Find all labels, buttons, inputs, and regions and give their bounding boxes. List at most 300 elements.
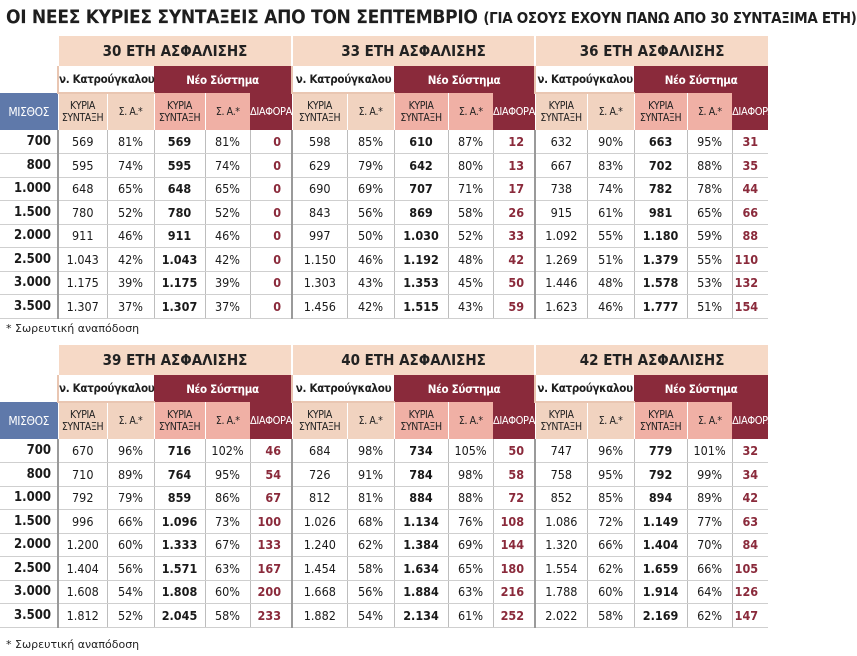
new-pension-cell: 779 — [634, 439, 687, 463]
difference-header: ΔΙΑΦΟΡΑ — [250, 93, 292, 130]
old-rate-cell: 60% — [107, 533, 154, 557]
old-pension-cell: 598 — [292, 130, 347, 154]
new-rate-cell: 80% — [448, 154, 493, 178]
new-pension-cell: 1.134 — [394, 510, 448, 534]
main-pension-header-line2: ΣΥΝΤΑΞΗ — [400, 111, 442, 124]
difference-cell: 58 — [493, 463, 535, 487]
old-rate-cell: 69% — [347, 177, 394, 201]
column-header-row — [0, 402, 768, 439]
old-pension-cell: 1.043 — [58, 248, 107, 272]
old-pension-cell: 670 — [58, 439, 107, 463]
old-rate-cell: 89% — [107, 463, 154, 487]
difference-cell: 0 — [250, 177, 292, 201]
old-pension-cell: 996 — [58, 510, 107, 534]
main-pension-header — [292, 402, 347, 439]
new-rate-cell: 51% — [687, 295, 732, 319]
table-row — [0, 439, 768, 463]
old-rate-cell: 74% — [587, 177, 634, 201]
difference-cell: 66 — [732, 201, 768, 225]
old-rate-cell: 91% — [347, 463, 394, 487]
difference-cell: 0 — [250, 224, 292, 248]
group-title-row — [0, 36, 768, 66]
table-row — [0, 510, 768, 534]
replacement-rate-header: Σ. Α.* — [107, 402, 154, 439]
old-rate-cell: 62% — [587, 557, 634, 581]
old-rate-cell: 85% — [587, 486, 634, 510]
new-pension-cell: 1.192 — [394, 248, 448, 272]
old-rate-cell: 54% — [107, 580, 154, 604]
main-pension-header-line1: ΚΥΡΙΑ — [70, 100, 95, 112]
new-rate-cell: 88% — [448, 486, 493, 510]
new-pension-cell: 1.180 — [634, 224, 687, 248]
new-pension-cell: 782 — [634, 177, 687, 201]
replacement-rate-header: Σ. Α.* — [107, 93, 154, 130]
old-rate-cell: 42% — [107, 248, 154, 272]
difference-cell: 0 — [250, 154, 292, 178]
table-row — [0, 271, 768, 295]
main-pension-header-line2: ΣΥΝΤΑΞΗ — [61, 421, 104, 433]
difference-cell: 154 — [732, 295, 768, 319]
difference-cell: 54 — [250, 463, 292, 487]
new-pension-cell: 1.353 — [394, 271, 448, 295]
new-rate-cell: 52% — [205, 201, 250, 225]
old-system-label: ν. Κατρούγκαλου — [58, 66, 154, 93]
group-title: 40 ΕΤΗ ΑΣΦΑΛΙΣΗΣ — [292, 345, 535, 375]
main-pension-header-line1: ΚΥΡΙΑ — [408, 99, 434, 112]
old-pension-cell: 1.240 — [292, 533, 347, 557]
old-pension-cell: 1.175 — [58, 271, 107, 295]
old-pension-cell: 1.788 — [535, 580, 587, 604]
difference-header: ΔΙΑΦΟΡΑ — [493, 93, 535, 130]
new-rate-cell: 95% — [687, 130, 732, 154]
new-rate-cell: 58% — [448, 201, 493, 225]
difference-cell: 133 — [250, 533, 292, 557]
old-rate-cell: 54% — [347, 604, 394, 628]
table-row — [0, 604, 768, 628]
old-pension-cell: 1.092 — [535, 224, 587, 248]
new-rate-cell: 63% — [448, 580, 493, 604]
new-rate-cell: 55% — [687, 248, 732, 272]
main-pension-header-line1: ΚΥΡΙΑ — [70, 409, 95, 421]
main-pension-header-line2: ΣΥΝΤΑΞΗ — [61, 112, 104, 124]
new-pension-cell: 716 — [154, 439, 205, 463]
column-header-row — [0, 93, 768, 130]
difference-cell: 105 — [732, 557, 768, 581]
salary-cell: 1.000 — [0, 486, 58, 510]
footnote-2: * Σωρευτική αναπόδοση — [6, 638, 140, 651]
old-rate-cell: 81% — [347, 486, 394, 510]
new-rate-cell: 37% — [205, 295, 250, 319]
salary-cell: 2.500 — [0, 248, 58, 272]
replacement-rate-header: Σ. Α.* — [587, 93, 634, 130]
new-rate-cell: 70% — [687, 533, 732, 557]
new-pension-cell: 1.030 — [394, 224, 448, 248]
salary-cell: 700 — [0, 130, 58, 154]
pension-table-1 — [0, 36, 775, 319]
old-rate-cell: 62% — [347, 533, 394, 557]
new-pension-cell: 1.914 — [634, 580, 687, 604]
old-rate-cell: 37% — [107, 295, 154, 319]
old-pension-cell: 632 — [535, 130, 587, 154]
table-row — [0, 295, 768, 319]
table-row — [0, 177, 768, 201]
old-system-label: ν. Κατρούγκαλου — [292, 375, 394, 402]
old-pension-cell: 1.623 — [535, 295, 587, 319]
new-rate-cell: 74% — [205, 154, 250, 178]
old-rate-cell: 58% — [347, 557, 394, 581]
difference-cell: 180 — [493, 557, 535, 581]
new-rate-cell: 64% — [687, 580, 732, 604]
difference-cell: 59 — [493, 295, 535, 319]
old-pension-cell: 738 — [535, 177, 587, 201]
old-rate-cell: 48% — [587, 271, 634, 295]
blank-cell — [0, 66, 58, 93]
main-pension-header — [58, 402, 107, 439]
difference-cell: 147 — [732, 604, 768, 628]
main-pension-header — [535, 93, 587, 130]
difference-cell: 0 — [250, 271, 292, 295]
difference-cell: 34 — [732, 463, 768, 487]
table-row — [0, 533, 768, 557]
new-rate-cell: 67% — [205, 533, 250, 557]
salary-cell: 800 — [0, 463, 58, 487]
new-rate-cell: 89% — [687, 486, 732, 510]
table-row — [0, 463, 768, 487]
main-pension-header-line2: ΣΥΝΤΑΞΗ — [158, 111, 201, 124]
main-pension-header-line2: ΣΥΝΤΑΞΗ — [639, 420, 682, 433]
replacement-rate-header: Σ. Α.* — [587, 402, 634, 439]
main-pension-header-line1: ΚΥΡΙΑ — [167, 408, 192, 421]
old-pension-cell: 1.269 — [535, 248, 587, 272]
main-pension-header — [535, 402, 587, 439]
old-pension-cell: 1.456 — [292, 295, 347, 319]
old-rate-cell: 50% — [347, 224, 394, 248]
difference-cell: 126 — [732, 580, 768, 604]
old-pension-cell: 997 — [292, 224, 347, 248]
main-pension-header-line1: ΚΥΡΙΑ — [648, 408, 674, 421]
old-pension-cell: 758 — [535, 463, 587, 487]
salary-cell: 1.500 — [0, 201, 58, 225]
salary-cell: 1.500 — [0, 510, 58, 534]
difference-cell: 67 — [250, 486, 292, 510]
salary-cell: 3.500 — [0, 295, 58, 319]
blank-cell — [0, 345, 58, 375]
difference-cell: 46 — [250, 439, 292, 463]
old-rate-cell: 51% — [587, 248, 634, 272]
main-pension-header-line2: ΣΥΝΤΑΞΗ — [639, 111, 682, 124]
new-pension-cell: 702 — [634, 154, 687, 178]
salary-cell: 2.500 — [0, 557, 58, 581]
new-rate-cell: 46% — [205, 224, 250, 248]
new-pension-cell: 1.333 — [154, 533, 205, 557]
old-rate-cell: 72% — [587, 510, 634, 534]
system-label-row — [0, 66, 768, 93]
new-system-label: Νέο Σύστημα — [394, 375, 535, 402]
difference-cell: 216 — [493, 580, 535, 604]
new-pension-cell: 734 — [394, 439, 448, 463]
new-rate-cell: 88% — [687, 154, 732, 178]
new-rate-cell: 53% — [687, 271, 732, 295]
difference-header: ΔΙΑΦΟΡΑ — [732, 93, 768, 130]
new-pension-cell: 1.571 — [154, 557, 205, 581]
difference-cell: 144 — [493, 533, 535, 557]
new-rate-cell: 99% — [687, 463, 732, 487]
old-pension-cell: 1.668 — [292, 580, 347, 604]
difference-header: ΔΙΑΦΟΡΑ — [250, 402, 292, 439]
salary-cell: 3.000 — [0, 271, 58, 295]
table-row — [0, 486, 768, 510]
new-pension-cell: 1.515 — [394, 295, 448, 319]
difference-cell: 0 — [250, 248, 292, 272]
old-system-label: ν. Κατρούγκαλου — [292, 66, 394, 93]
old-rate-cell: 56% — [347, 580, 394, 604]
new-rate-cell: 71% — [448, 177, 493, 201]
old-pension-cell: 667 — [535, 154, 587, 178]
difference-cell: 12 — [493, 130, 535, 154]
old-rate-cell: 52% — [107, 604, 154, 628]
old-rate-cell: 95% — [587, 463, 634, 487]
difference-cell: 50 — [493, 271, 535, 295]
old-pension-cell: 684 — [292, 439, 347, 463]
difference-cell: 88 — [732, 224, 768, 248]
old-pension-cell: 1.454 — [292, 557, 347, 581]
new-pension-cell: 894 — [634, 486, 687, 510]
new-pension-cell: 1.175 — [154, 271, 205, 295]
old-rate-cell: 60% — [587, 580, 634, 604]
group-title: 36 ΕΤΗ ΑΣΦΑΛΙΣΗΣ — [535, 36, 768, 66]
old-rate-cell: 98% — [347, 439, 394, 463]
new-rate-cell: 65% — [448, 557, 493, 581]
main-pension-header-line1: ΚΥΡΙΑ — [648, 99, 674, 112]
old-pension-cell: 648 — [58, 177, 107, 201]
replacement-rate-header: Σ. Α.* — [448, 93, 493, 130]
new-pension-cell: 792 — [634, 463, 687, 487]
old-pension-cell: 780 — [58, 201, 107, 225]
difference-cell: 26 — [493, 201, 535, 225]
new-system-label: Νέο Σύστημα — [634, 375, 768, 402]
group-title: 30 ΕΤΗ ΑΣΦΑΛΙΣΗΣ — [58, 36, 292, 66]
difference-cell: 84 — [732, 533, 768, 557]
new-rate-cell: 69% — [448, 533, 493, 557]
old-rate-cell: 56% — [347, 201, 394, 225]
new-rate-cell: 73% — [205, 510, 250, 534]
new-pension-cell: 595 — [154, 154, 205, 178]
old-rate-cell: 52% — [107, 201, 154, 225]
new-rate-cell: 52% — [448, 224, 493, 248]
difference-cell: 31 — [732, 130, 768, 154]
old-rate-cell: 61% — [587, 201, 634, 225]
new-rate-cell: 59% — [687, 224, 732, 248]
main-pension-header — [634, 93, 687, 130]
old-rate-cell: 39% — [107, 271, 154, 295]
old-system-label: ν. Κατρούγκαλου — [535, 66, 634, 93]
new-pension-cell: 642 — [394, 154, 448, 178]
new-pension-cell: 1.578 — [634, 271, 687, 295]
difference-cell: 13 — [493, 154, 535, 178]
new-rate-cell: 65% — [687, 201, 732, 225]
old-rate-cell: 66% — [587, 533, 634, 557]
old-pension-cell: 1.200 — [58, 533, 107, 557]
old-pension-cell: 1.608 — [58, 580, 107, 604]
old-pension-cell: 726 — [292, 463, 347, 487]
new-rate-cell: 45% — [448, 271, 493, 295]
main-pension-header-line1: ΚΥΡΙΑ — [548, 100, 574, 112]
old-pension-cell: 2.022 — [535, 604, 587, 628]
main-pension-header-line2: ΣΥΝΤΑΞΗ — [400, 420, 442, 433]
new-pension-cell: 911 — [154, 224, 205, 248]
new-pension-cell: 1.384 — [394, 533, 448, 557]
new-pension-cell: 569 — [154, 130, 205, 154]
new-pension-cell: 648 — [154, 177, 205, 201]
difference-cell: 44 — [732, 177, 768, 201]
main-pension-header-line2: ΣΥΝΤΑΞΗ — [540, 421, 582, 433]
old-rate-cell: 81% — [107, 130, 154, 154]
difference-cell: 0 — [250, 295, 292, 319]
new-pension-cell: 1.808 — [154, 580, 205, 604]
salary-cell: 700 — [0, 439, 58, 463]
old-rate-cell: 96% — [107, 439, 154, 463]
old-rate-cell: 66% — [107, 510, 154, 534]
main-pension-header — [58, 93, 107, 130]
new-pension-cell: 1.307 — [154, 295, 205, 319]
new-rate-cell: 66% — [687, 557, 732, 581]
new-rate-cell: 62% — [687, 604, 732, 628]
old-rate-cell: 83% — [587, 154, 634, 178]
main-pension-header-line2: ΣΥΝΤΑΞΗ — [540, 112, 582, 124]
new-pension-cell: 1.884 — [394, 580, 448, 604]
main-pension-header-line2: ΣΥΝΤΑΞΗ — [298, 421, 341, 433]
blank-cell — [0, 36, 58, 66]
old-pension-cell: 690 — [292, 177, 347, 201]
difference-cell: 252 — [493, 604, 535, 628]
difference-cell: 35 — [732, 154, 768, 178]
main-pension-header-line2: ΣΥΝΤΑΞΗ — [298, 112, 341, 124]
new-rate-cell: 105% — [448, 439, 493, 463]
new-pension-cell: 707 — [394, 177, 448, 201]
new-rate-cell: 86% — [205, 486, 250, 510]
replacement-rate-header: Σ. Α.* — [205, 93, 250, 130]
difference-cell: 100 — [250, 510, 292, 534]
new-system-label: Νέο Σύστημα — [154, 375, 292, 402]
table-row — [0, 154, 768, 178]
difference-header: ΔΙΑΦΟΡΑ — [732, 402, 768, 439]
old-rate-cell: 90% — [587, 130, 634, 154]
old-rate-cell: 79% — [347, 154, 394, 178]
old-system-label: ν. Κατρούγκαλου — [58, 375, 154, 402]
new-pension-cell: 2.045 — [154, 604, 205, 628]
main-pension-header-line1: ΚΥΡΙΑ — [548, 409, 574, 421]
new-rate-cell: 42% — [205, 248, 250, 272]
main-pension-header — [154, 93, 205, 130]
old-rate-cell: 58% — [587, 604, 634, 628]
new-pension-cell: 1.777 — [634, 295, 687, 319]
old-pension-cell: 915 — [535, 201, 587, 225]
new-rate-cell: 63% — [205, 557, 250, 581]
new-rate-cell: 101% — [687, 439, 732, 463]
new-system-label: Νέο Σύστημα — [154, 66, 292, 93]
title-subtitle: (ΓΙΑ ΟΣΟΥΣ ΕΧΟΥΝ ΠΑΝΩ ΑΠΟ 30 ΣΥΝΤΑΞΙΜΑ ΕΤΗ) — [483, 9, 857, 27]
main-pension-header — [154, 402, 205, 439]
old-pension-cell: 1.882 — [292, 604, 347, 628]
old-pension-cell: 1.812 — [58, 604, 107, 628]
group-title: 39 ΕΤΗ ΑΣΦΑΛΙΣΗΣ — [58, 345, 292, 375]
new-pension-cell: 764 — [154, 463, 205, 487]
main-pension-header-line1: ΚΥΡΙΑ — [408, 408, 434, 421]
new-pension-cell: 610 — [394, 130, 448, 154]
difference-cell: 132 — [732, 271, 768, 295]
old-pension-cell: 1.150 — [292, 248, 347, 272]
new-rate-cell: 87% — [448, 130, 493, 154]
old-pension-cell: 852 — [535, 486, 587, 510]
old-pension-cell: 569 — [58, 130, 107, 154]
footnote-1: * Σωρευτική αναπόδοση — [6, 322, 140, 335]
old-rate-cell: 43% — [347, 271, 394, 295]
difference-cell: 63 — [732, 510, 768, 534]
old-rate-cell: 46% — [587, 295, 634, 319]
new-pension-cell: 1.149 — [634, 510, 687, 534]
table-row — [0, 130, 768, 154]
replacement-rate-header: Σ. Α.* — [347, 93, 394, 130]
new-system-label: Νέο Σύστημα — [634, 66, 768, 93]
new-pension-cell: 884 — [394, 486, 448, 510]
difference-cell: 200 — [250, 580, 292, 604]
main-pension-header — [292, 93, 347, 130]
group-title-row — [0, 345, 768, 375]
difference-cell: 110 — [732, 248, 768, 272]
new-pension-cell: 869 — [394, 201, 448, 225]
salary-cell: 3.000 — [0, 580, 58, 604]
table-row — [0, 224, 768, 248]
salary-cell: 2.000 — [0, 533, 58, 557]
new-rate-cell: 60% — [205, 580, 250, 604]
old-rate-cell: 55% — [587, 224, 634, 248]
new-rate-cell: 77% — [687, 510, 732, 534]
old-pension-cell: 1.446 — [535, 271, 587, 295]
new-pension-cell: 1.659 — [634, 557, 687, 581]
old-rate-cell: 74% — [107, 154, 154, 178]
old-pension-cell: 843 — [292, 201, 347, 225]
table-row — [0, 557, 768, 581]
old-pension-cell: 1.404 — [58, 557, 107, 581]
main-pension-header-line1: ΚΥΡΙΑ — [307, 100, 332, 112]
old-rate-cell: 65% — [107, 177, 154, 201]
difference-cell: 42 — [732, 486, 768, 510]
new-rate-cell: 39% — [205, 271, 250, 295]
old-pension-cell: 911 — [58, 224, 107, 248]
main-pension-header-line1: ΚΥΡΙΑ — [167, 99, 192, 112]
difference-cell: 0 — [250, 201, 292, 225]
new-pension-cell: 1.043 — [154, 248, 205, 272]
salary-cell: 800 — [0, 154, 58, 178]
new-pension-cell: 784 — [394, 463, 448, 487]
new-system-label: Νέο Σύστημα — [394, 66, 535, 93]
replacement-rate-header: Σ. Α.* — [448, 402, 493, 439]
old-pension-cell: 629 — [292, 154, 347, 178]
old-pension-cell: 1.307 — [58, 295, 107, 319]
new-pension-cell: 2.169 — [634, 604, 687, 628]
old-pension-cell: 747 — [535, 439, 587, 463]
difference-cell: 167 — [250, 557, 292, 581]
main-pension-header — [634, 402, 687, 439]
new-rate-cell: 78% — [687, 177, 732, 201]
group-title: 42 ΕΤΗ ΑΣΦΑΛΙΣΗΣ — [535, 345, 768, 375]
new-pension-cell: 1.634 — [394, 557, 448, 581]
old-pension-cell: 812 — [292, 486, 347, 510]
new-pension-cell: 780 — [154, 201, 205, 225]
old-rate-cell: 56% — [107, 557, 154, 581]
new-rate-cell: 102% — [205, 439, 250, 463]
difference-cell: 17 — [493, 177, 535, 201]
